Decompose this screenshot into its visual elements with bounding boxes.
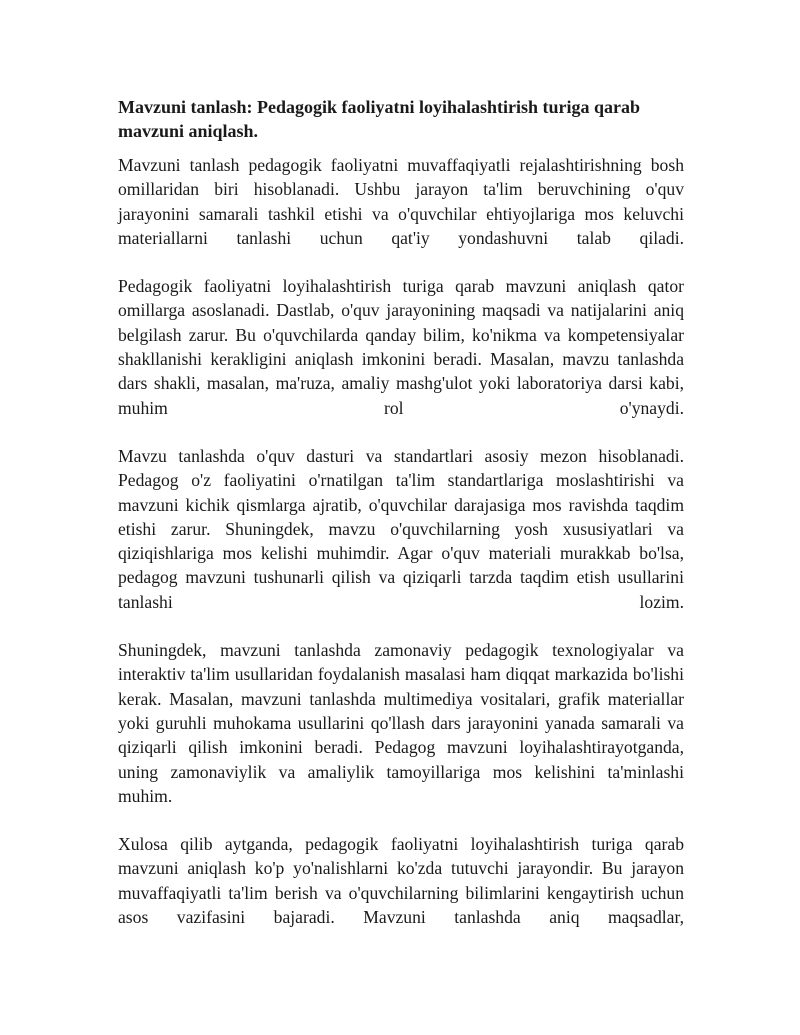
paragraph-1: Mavzuni tanlash pedagogik faoliyatni muvaffaqiyatli rejalashtirishning bosh omillaridan biri hisoblanadi. Ushbu jarayon ta'lim beruvchining o'quv jarayonini samarali tashkil etishi va o'quvchilar ehtiyojlariga mos keluvchi materiallarni tanlashi uchun qat'iy yondashuvni talab qiladi. (118, 155, 684, 248)
paragraph-5: Xulosa qilib aytganda, pedagogik faoliyatni loyihalashtirish turiga qarab mavzuni aniqlash ko'p yo'nalishlarni ko'zda tutuvchi jarayondir. Bu jarayon muvaffaqiyatli ta'lim berish va o'quvchilarning bilimlarini kengaytirish uchun asos vazifasini bajaradi. Mavzuni tanlashda aniq maqsadlar, (118, 834, 684, 928)
paragraph-2: Pedagogik faoliyatni loyihalashtirish turiga qarab mavzuni aniqlash qator omillarga asoslanadi. Dastlab, o'quv jarayonining maqsadi va natijalarini aniq belgilash zarur. Bu o'quvchilarda qanday bilim, ko'nikma va kompetensiyalar shakllanishi kerakligini aniqlash imkonini beradi. Masalan, mavzu tanlashda dars shakli, masalan, ma'ruza, amaliy mashg'ulot yoki laboratoriya darsi kabi, muhim rol o'ynaydi. (118, 276, 684, 418)
document-page (118, 95, 684, 953)
document-heading: Mavzuni tanlash: Pedagogik faoliyatni loyihalashtirish turiga qarab mavzuni aniqlash. (118, 97, 641, 141)
paragraph-3: Mavzu tanlashda o'quv dasturi va standartlari asosiy mezon hisoblanadi. Pedagog o'z faoliyatini o'rnatilgan ta'lim standartlariga moslashtirishi va mavzuni kichik qismlarga ajratib, o'quvchilar darajasiga mos ravishda taqdim etishi zarur. Shuningdek, mavzu o'quvchilarning yosh xususiyatlari va qiziqishlariga mos kelishi muhimdir. Agar o'quv materiali murakkab bo'lsa, pedagog mavzuni tushunarli qilish va qiziqarli tarzda taqdim etish usullarini tanlashi lozim. (118, 445, 684, 612)
paragraph-4: Shuningdek, mavzuni tanlashda zamonaviy pedagogik texnologiyalar va interaktiv ta'lim usullaridan foydalanish masalasi ham diqqat markazida bo'lishi kerak. Masalan, mavzuni tanlashda multimediya vositalari, grafik materiallar yoki guruhli muhokama usullarini qo'llash dars jarayonini yanada samarali va qiziqarli qilish imkonini beradi. Pedagog mavzuni loyihalashtirayotganda, uning zamonaviylik va amaliylik tamoyillariga mos kelishini ta'minlashi muhim. (118, 640, 684, 806)
